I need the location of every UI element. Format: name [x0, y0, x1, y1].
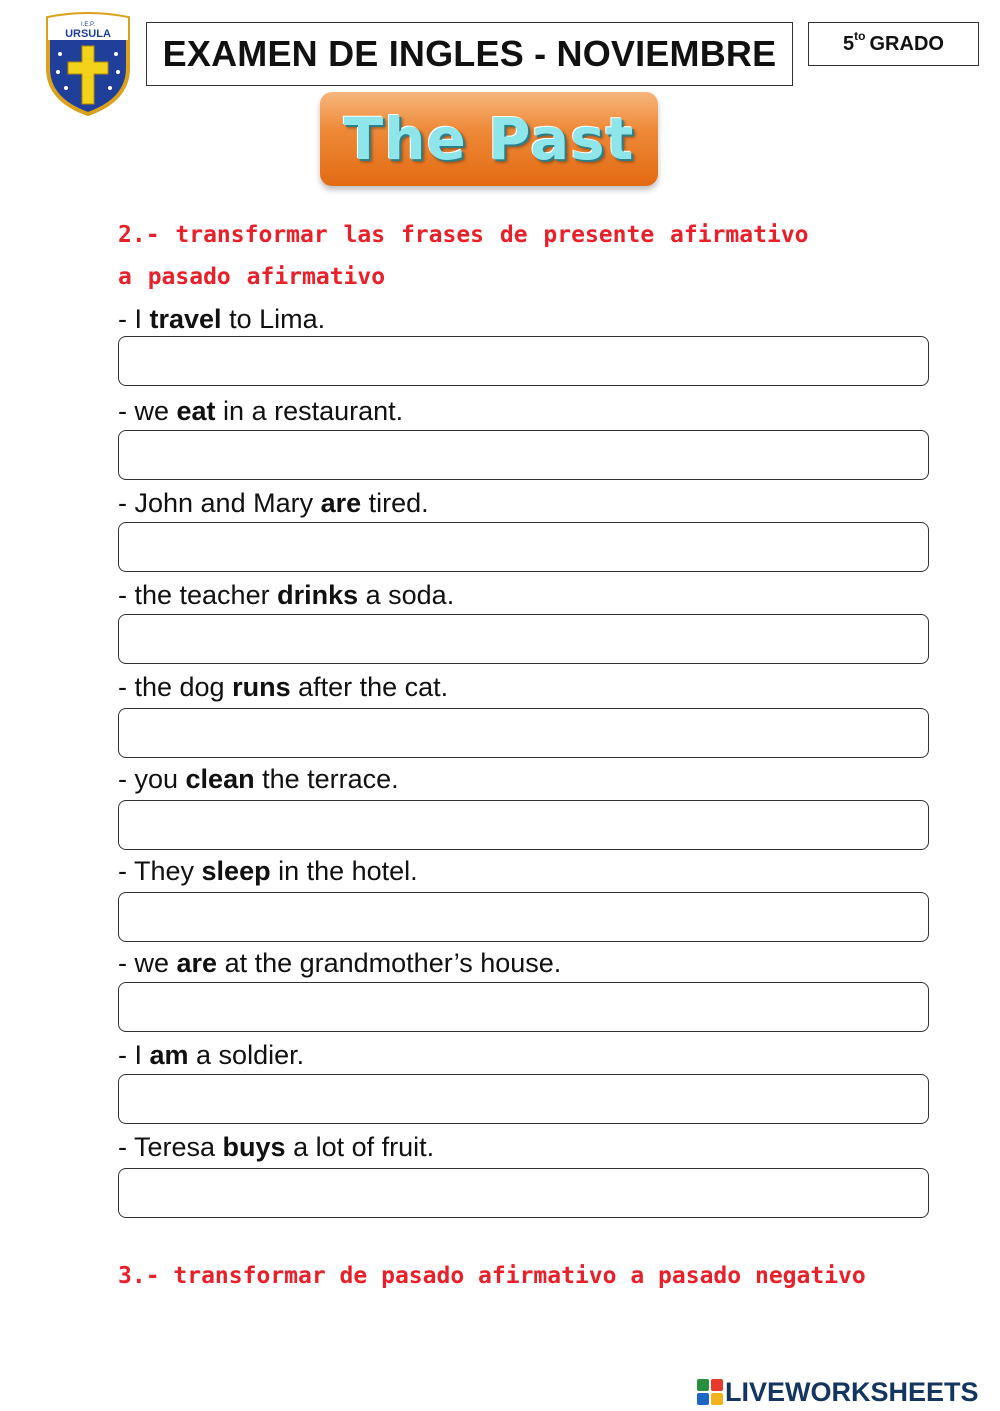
exam-title: EXAMEN DE INGLES - NOVIEMBRE [146, 22, 793, 86]
sentence-verb: travel [149, 304, 222, 334]
exercise-sentence [118, 854, 930, 888]
exercise-item [118, 1038, 930, 1124]
sentence-start: - I [118, 1040, 150, 1070]
section-3-instruction: 3.- transformar de pasado afirmativo a pasado negativo [118, 1263, 866, 1289]
sentence-start: - They [118, 856, 202, 886]
exercise-item [118, 486, 930, 572]
sentence-verb: are [176, 948, 218, 978]
sentence-end: after the cat. [290, 672, 449, 702]
crest-small-text: I.E.P. [81, 22, 95, 28]
sentence-end: in a restaurant. [215, 396, 404, 426]
sentence-start: - Teresa [118, 1132, 223, 1162]
answer-input[interactable] [118, 708, 929, 758]
answer-input[interactable] [118, 430, 929, 480]
exercise-sentence [118, 486, 930, 520]
exercise-sentence [118, 1130, 930, 1164]
sentence-verb: eat [176, 396, 216, 426]
exercise-sentence [118, 302, 930, 336]
sentence-verb: buys [222, 1132, 286, 1162]
answer-input[interactable] [118, 522, 929, 572]
sentence-end: tired. [361, 488, 429, 518]
answer-input[interactable] [118, 614, 929, 664]
liveworksheets-watermark [697, 1376, 979, 1408]
answer-input[interactable] [118, 800, 929, 850]
answer-input[interactable] [118, 982, 929, 1032]
section-2-instruction: 2.- transformar las frases de presente afirmativo a pasado afirmativo [118, 222, 809, 290]
sentence-end: a soldier. [188, 1040, 305, 1070]
sentence-start: - the teacher [118, 580, 278, 610]
sentence-start: - John and Mary [118, 488, 321, 518]
answer-input[interactable] [118, 1074, 929, 1124]
sentence-verb: clean [185, 764, 255, 794]
exercise-sentence [118, 670, 930, 704]
exercise-sentence [118, 762, 930, 796]
sentence-start: - I [118, 304, 150, 334]
sentence-start: - the dog [118, 672, 233, 702]
school-crest-logo [44, 12, 132, 116]
the-past-banner [320, 92, 658, 186]
exercise-sentence [118, 578, 930, 612]
answer-input[interactable] [118, 1168, 929, 1218]
grade-text: GRADO [869, 32, 944, 55]
grade-superscript: to [854, 29, 866, 43]
sentence-end: at the grandmother’s house. [217, 948, 562, 978]
sentence-end: the terrace. [254, 764, 399, 794]
banner-text: The Past [343, 105, 635, 173]
sentence-verb: am [149, 1040, 189, 1070]
sentence-end: a soda. [358, 580, 455, 610]
exercise-item [118, 854, 930, 942]
liveworksheets-logo-icon [697, 1379, 723, 1405]
exercise-item [118, 762, 930, 850]
exercise-sentence [118, 1038, 930, 1072]
exercise-item [118, 394, 930, 480]
exercise-sentence [118, 946, 930, 980]
liveworksheets-brand: LIVEWORKSHEETS [725, 1376, 979, 1407]
sentence-end: to Lima. [221, 304, 326, 334]
answer-input[interactable] [118, 336, 929, 386]
sentence-verb: are [320, 488, 362, 518]
crest-name-text: URSULA [65, 28, 111, 40]
sentence-verb: sleep [201, 856, 271, 886]
sentence-end: a lot of fruit. [285, 1132, 435, 1162]
exercise-item [118, 670, 930, 758]
sentence-start: - we [118, 948, 177, 978]
exercise-item [118, 302, 930, 386]
exercise-sentence [118, 394, 930, 428]
answer-input[interactable] [118, 892, 929, 942]
sentence-verb: drinks [277, 580, 359, 610]
grade-label [808, 22, 979, 66]
grade-number: 5 [843, 32, 855, 55]
exercise-item [118, 946, 930, 1032]
sentence-start: - you [118, 764, 186, 794]
sentence-verb: runs [232, 672, 291, 702]
exercise-item [118, 578, 930, 664]
exercise-item [118, 1130, 930, 1218]
sentence-start: - we [118, 396, 177, 426]
sentence-end: in the hotel. [270, 856, 418, 886]
